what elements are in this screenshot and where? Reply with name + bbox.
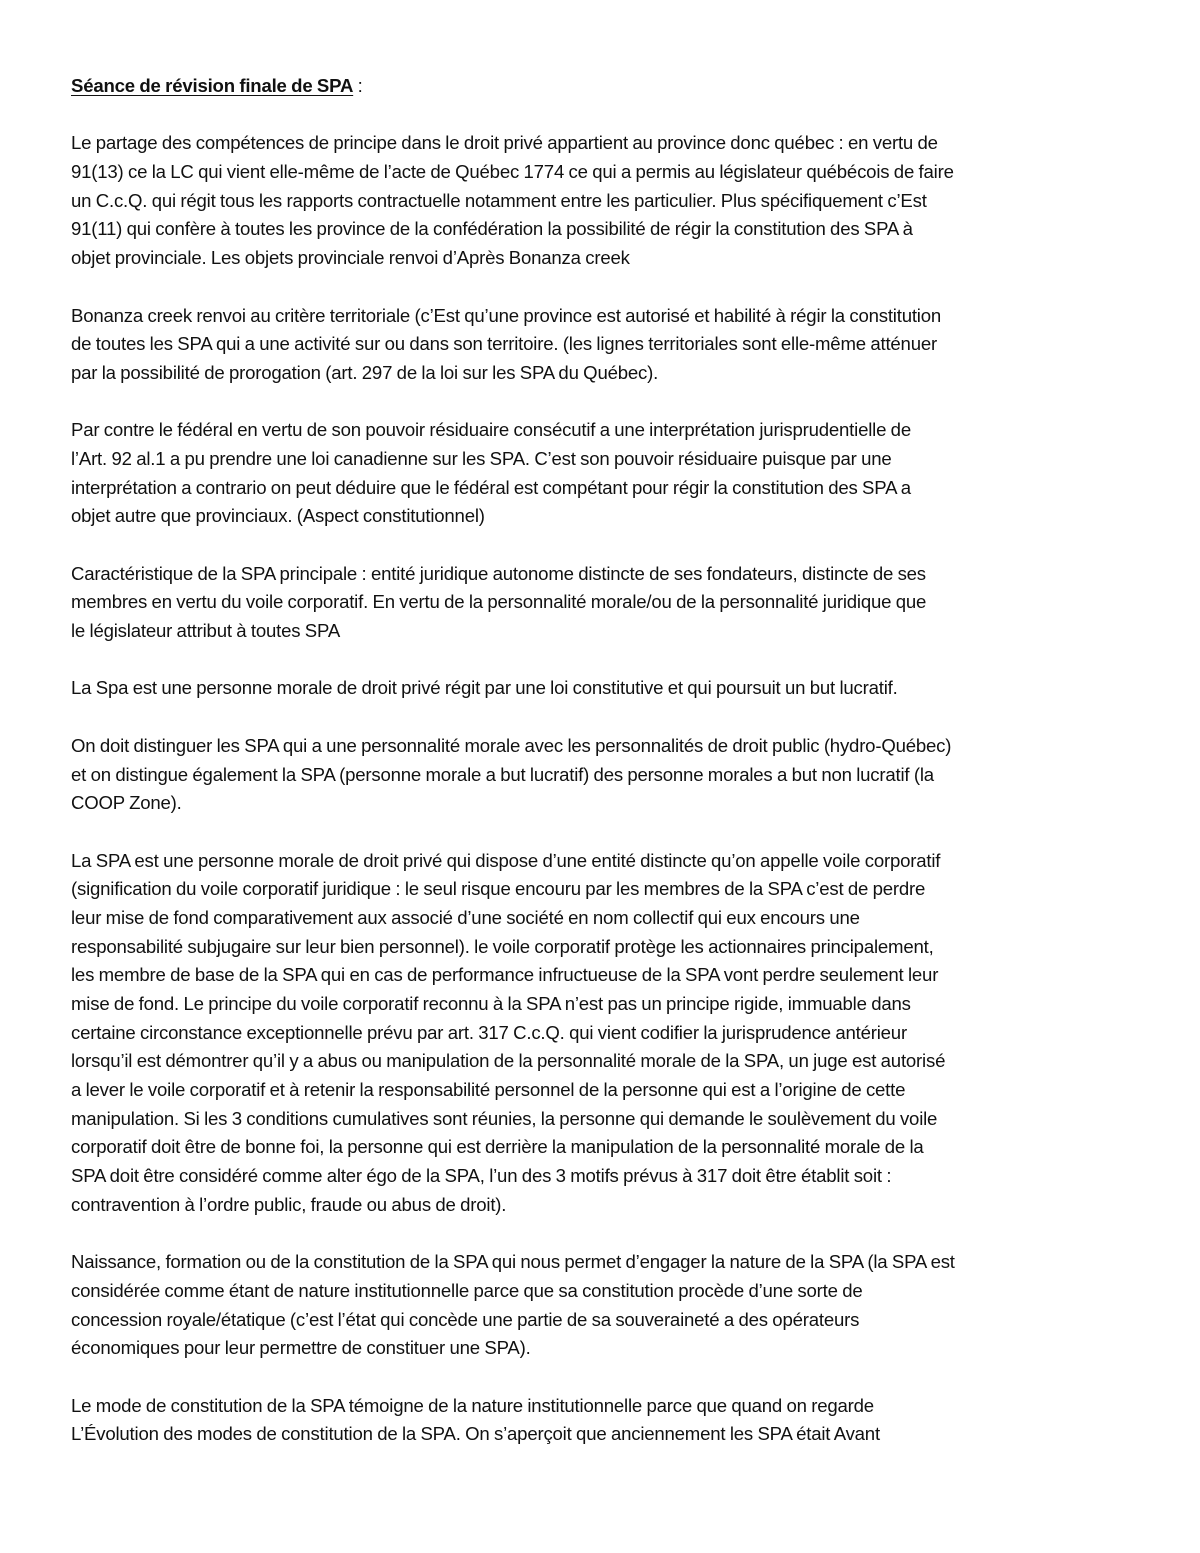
paragraph-line: manipulation. Si les 3 conditions cumulatives sont réunies, la personne qui demande le soulèvement du voile [71, 1107, 938, 1129]
paragraph-line: membres en vertu du voile corporatif. En vertu de la personnalité morale/ou de la personnalité juridique que [71, 591, 927, 613]
paragraph-line: l’Art. 92 al.1 a pu prendre une loi canadienne sur les SPA. C’est son pouvoir résiduaire puisque par une [71, 447, 892, 469]
paragraph-line: mise de fond. Le principe du voile corporatif reconnu à la SPA n’est pas un principe rigide, immuable dans [71, 993, 911, 1015]
paragraph-line: un C.c.Q. qui régit tous les rapports contractuelle notamment entre les particulier. Plus spécifiquement c’Est [71, 189, 927, 211]
document-title [71, 72, 1133, 101]
paragraph-line: SPA doit être considéré comme alter égo de la SPA, l’un des 3 motifs prévus à 317 doit être établit soit : [71, 1165, 892, 1187]
paragraph-line: les membre de base de la SPA qui en cas de performance infructueuse de la SPA vont perdre seulement leur [71, 964, 939, 986]
title-text: Séance de révision finale de SPA [71, 75, 354, 96]
paragraph [71, 674, 1133, 703]
paragraph-line: L’Évolution des modes de constitution de la SPA. On s’aperçoit que anciennement les SPA était Avant [71, 1423, 880, 1445]
paragraph-line: interprétation a contrario on peut déduire que le fédéral est compétant pour régir la constitution des SPA a [71, 476, 911, 498]
paragraph-line: Le mode de constitution de la SPA témoigne de la nature institutionnelle parce que quand on regarde [71, 1394, 874, 1416]
paragraph-line: et on distingue également la SPA (personne morale a but lucratif) des personne morales a but non lucratif (la [71, 763, 934, 785]
paragraph-line: concession royale/étatique (c’est l’état qui concède une partie de sa souveraineté a des opérateurs [71, 1308, 860, 1330]
paragraph [71, 302, 1133, 388]
paragraph-line: leur mise de fond comparativement aux associé d’une société en nom collectif qui eux encours une [71, 906, 860, 928]
paragraph-line: considérée comme étant de nature institutionnelle parce que sa constitution procède d’une sorte de [71, 1279, 863, 1301]
paragraph-line: 91(13) ce la LC qui vient elle-même de l’acte de Québec 1774 ce qui a permis au législateur québécois de faire [71, 161, 954, 183]
paragraph-line: Naissance, formation ou de la constitution de la SPA qui nous permet d’engager la nature de la SPA (la SPA est [71, 1251, 955, 1273]
paragraph [71, 1248, 1133, 1363]
paragraph-line: certaine circonstance exceptionnelle prévu par art. 317 C.c.Q. qui vient codifier la jurisprudence antérieur [71, 1021, 907, 1043]
paragraph [71, 416, 1133, 531]
paragraph-line: corporatif doit être de bonne foi, la personne qui est derrière la manipulation de la personnalité morale de la [71, 1136, 924, 1158]
document-body [71, 72, 1133, 1449]
paragraph-line: COOP Zone). [71, 792, 182, 814]
paragraph-line: Caractéristique de la SPA principale : entité juridique autonome distincte de ses fondateurs, distincte de ses [71, 562, 926, 584]
paragraph-line: de toutes les SPA qui a une activité sur ou dans son territoire. (les lignes territoriales sont elle-même atténuer [71, 333, 937, 355]
paragraph-line: économiques pour leur permettre de constituer une SPA). [71, 1337, 531, 1359]
paragraph-line: objet autre que provinciaux. (Aspect constitutionnel) [71, 505, 485, 527]
paragraph-line: (signification du voile corporatif juridique : le seul risque encouru par les membres de la SPA c’est de perdre [71, 878, 926, 900]
paragraph-line: responsabilité subjugaire sur leur bien personnel). le voile corporatif protège les actionnaires principalement, [71, 935, 934, 957]
paragraph [71, 1392, 1133, 1449]
paragraph-line: Par contre le fédéral en vertu de son pouvoir résiduaire consécutif a une interprétation jurisprudentielle de [71, 419, 911, 441]
title-suffix: : [353, 75, 363, 96]
paragraph [71, 129, 1133, 272]
paragraph-line: contravention à l’ordre public, fraude ou abus de droit). [71, 1193, 507, 1215]
paragraph-line: objet provinciale. Les objets provinciale renvoi d’Après Bonanza creek [71, 247, 630, 269]
paragraph-line: Le partage des compétences de principe dans le droit privé appartient au province donc québec : en vertu de [71, 132, 938, 154]
paragraph-line: par la possibilité de prorogation (art. 297 de la loi sur les SPA du Québec). [71, 361, 659, 383]
paragraph [71, 847, 1133, 1220]
paragraph-line: On doit distinguer les SPA qui a une personnalité morale avec les personnalités de droit public (hydro-Québec) [71, 734, 952, 756]
paragraph [71, 732, 1133, 818]
paragraph-line: le législateur attribut à toutes SPA [71, 620, 341, 642]
paragraph-line: a lever le voile corporatif et à retenir la responsabilité personnel de la personne qui est a l’origine de cette [71, 1079, 906, 1101]
paragraph-line: lorsqu’il est démontrer qu’il y a abus ou manipulation de la personnalité morale de la SPA, un juge est autorisé [71, 1050, 946, 1072]
paragraph [71, 560, 1133, 646]
paragraphs-container [71, 129, 1133, 1449]
paragraph-line: 91(11) qui confère à toutes les province de la confédération la possibilité de régir la constitution des SPA à [71, 218, 913, 240]
paragraph-line: La SPA est une personne morale de droit privé qui dispose d’une entité distincte qu’on appelle voile corporatif [71, 849, 941, 871]
paragraph-line: La Spa est une personne morale de droit privé régit par une loi constitutive et qui poursuit un but lucratif. [71, 677, 898, 699]
paragraph-line: Bonanza creek renvoi au critère territoriale (c’Est qu’une province est autorisé et habilité à régir la constitution [71, 304, 942, 326]
